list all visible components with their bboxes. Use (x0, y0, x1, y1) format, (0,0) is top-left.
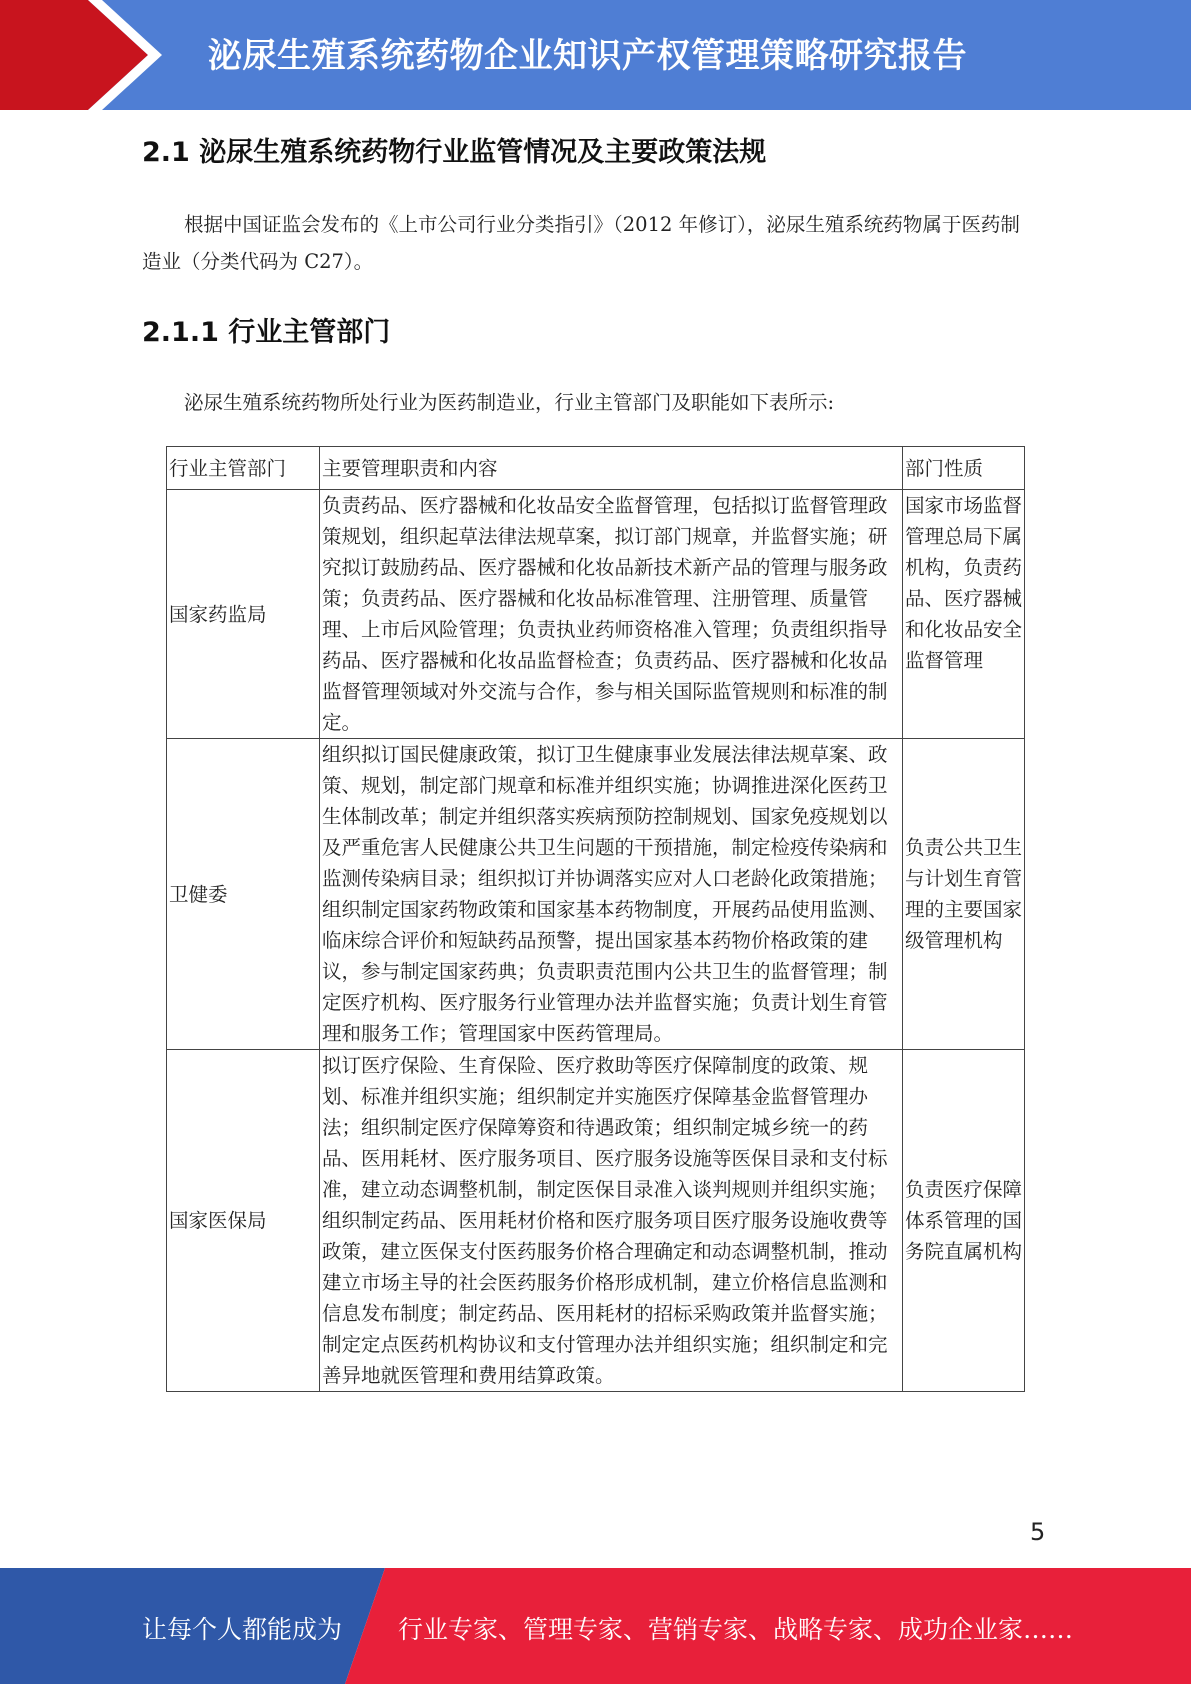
cell-duties: 拟订医疗保险、生育保险、医疗救助等医疗保障制度的政策、规划、标准并组织实施；组织制定并实施医疗保障基金监督管理办法；组织制定医疗保障筹资和待遇政策；组织制定城乡统一的药品、医用耗材、医疗服务项目、医疗服务设施等医保目录和支付标准，建立动态调整机制，制定医保目录准入谈判规则并组织实施；组织制定药品、医用耗材价格和医疗服务项目医疗服务设施收费等政策，建立医保支付医药服务价格合理确定和动态调整机制，推动建立市场主导的社会医药服务价格形成机制，建立价格信息监测和信息发布制度；制定药品、医用耗材的招标采购政策并监督实施；制定定点医药机构协议和支付管理办法并组织实施；组织制定和完善异地就医管理和费用结算政策。 (320, 1050, 903, 1392)
cell-nature: 负责公共卫生与计划生育管理的主要国家级管理机构 (903, 739, 1025, 1050)
subsection-intro-paragraph: 泌尿生殖系统药物所处行业为医药制造业，行业主管部门及职能如下表所示: (184, 391, 835, 414)
table-header-row (167, 447, 1025, 490)
cell-department: 卫健委 (167, 739, 320, 1050)
header-cell-duties: 主要管理职责和内容 (320, 447, 903, 490)
section-heading: 2.1 泌尿生殖系统药物行业监管情况及主要政策法规 (142, 137, 767, 168)
table-row (167, 490, 1025, 739)
header-cell-nature: 部门性质 (903, 447, 1025, 490)
header-cell-department: 行业主管部门 (167, 447, 320, 490)
table-row (167, 739, 1025, 1050)
page-number: 5 (1030, 1518, 1046, 1546)
header-banner (0, 0, 1191, 110)
subsection-heading: 2.1.1 行业主管部门 (142, 317, 391, 348)
cell-duties: 负责药品、医疗器械和化妆品安全监督管理，包括拟订监督管理政策规划，组织起草法律法规草案，拟订部门规章，并监督实施；研究拟订鼓励药品、医疗器械和化妆品新技术新产品的管理与服务政策；负责药品、医疗器械和化妆品标准管理、注册管理、质量管理、上市后风险管理；负责执业药师资格准入管理；负责组织指导药品、医疗器械和化妆品监督检查；负责药品、医疗器械和化妆品监督管理领域对外交流与合作，参与相关国际监管规则和标准的制定。 (320, 490, 903, 739)
footer-slogan-right: 行业专家、管理专家、营销专家、战略专家、成功企业家…… (398, 1615, 1074, 1644)
table-row (167, 1050, 1025, 1392)
cell-nature: 负责医疗保障体系管理的国务院直属机构 (903, 1050, 1025, 1392)
footer-slogan-left: 让每个人都能成为 (142, 1615, 343, 1644)
footer-banner (0, 1568, 1191, 1684)
section-intro-paragraph: 根据中国证监会发布的《上市公司行业分类指引》（2012 年修订），泌尿生殖系统药物属于医药制造业（分类代码为 C27）。 (142, 213, 1020, 273)
cell-department: 国家医保局 (167, 1050, 320, 1392)
report-title: 泌尿生殖系统药物企业知识产权管理策略研究报告 (208, 36, 967, 76)
regulator-table (166, 446, 1025, 1392)
cell-duties: 组织拟订国民健康政策，拟订卫生健康事业发展法律法规草案、政策、规划，制定部门规章和标准并组织实施；协调推进深化医药卫生体制改革；制定并组织落实疾病预防控制规划、国家免疫规划以及严重危害人民健康公共卫生问题的干预措施，制定检疫传染病和监测传染病目录；组织拟订并协调落实应对人口老龄化政策措施；组织制定国家药物政策和国家基本药物制度，开展药品使用监测、临床综合评价和短缺药品预警，提出国家基本药物价格政策的建议，参与制定国家药典；负责职责范围内公共卫生的监督管理；制定医疗机构、医疗服务行业管理办法并监督实施；负责计划生育管理和服务工作；管理国家中医药管理局。 (320, 739, 903, 1050)
cell-nature: 国家市场监督管理总局下属机构，负责药品、医疗器械和化妆品安全监督管理 (903, 490, 1025, 739)
cell-department: 国家药监局 (167, 490, 320, 739)
